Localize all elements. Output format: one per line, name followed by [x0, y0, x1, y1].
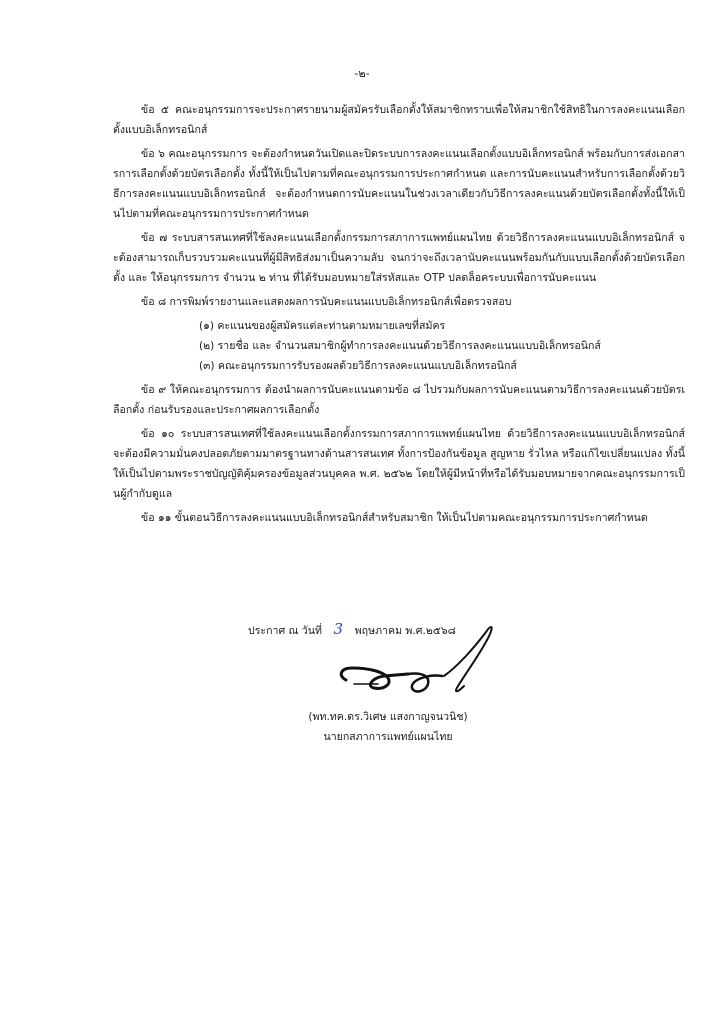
clause-6: ข้อ ๖ คณะอนุกรรมการ จะต้องกำหนดวันเปิดและปิดระบบการลงคะแนนเลือกตั้งแบบอิเล็กทรอนิกส์ พร้อมกับการส่งเอกสารการเลือกตั้งด้วยบัตรเลือกตั้ง ทั้งนี้ให้เป็นไปตามที่คณะอนุกรรมการประกาศกำหนด และการนับคะแนนสำหรับการเลือกตั้งด้วยวิธีการลงคะแนนแบบอิเล็กทรอนิกส์ จะต้องกำหนดการนับคะแนนในช่วงเวลาเดียวกับวิธีการลงคะแนนด้วยบัตรเลือกตั้งทั้งนี้ให้เป็นไปตามที่คณะอนุกรรมการประกาศกำหนด [113, 148, 685, 220]
announcement-suffix: พฤษภาคม พ.ศ.๒๕๖๘ [354, 625, 456, 637]
clause-11: ข้อ ๑๑ ขั้นตอนวิธีการลงคะแนนแบบอิเล็กทรอนิกส์สำหรับสมาชิก ให้เป็นไปตามคณะอนุกรรมการประกาศกำหนด [141, 512, 648, 524]
clause-8-item-1: (๑) คะแนนของผู้สมัครแต่ละท่านตามหมายเลขที่สมัคร [199, 320, 446, 332]
signer-block [258, 707, 518, 747]
clause-8-item-2: (๒) รายชื่อ และ จำนวนสมาชิกผู้ทำการลงคะแนนด้วยวิธีการลงคะแนนแบบอิเล็กทรอนิกส์ [199, 340, 601, 352]
announcement-prefix: ประกาศ ณ วันที่ [248, 625, 322, 637]
clause-8-items [113, 316, 685, 376]
clause-9: ข้อ ๙ ให้คณะอนุกรรมการ ต้องนำผลการนับคะแนนตามข้อ ๘ ไปรวมกับผลการนับคะแนนตามวิธีการลงคะแนนด้วยบัตรเลือกตั้ง ก่อนรับรองและประกาศผลการเลือกตั้ง [113, 384, 685, 416]
clause-7: ข้อ ๗ ระบบสารสนเทศที่ใช้ลงคะแนนเลือกตั้งกรรมการสภาการแพทย์แผนไทย ด้วยวิธีการลงคะแนนแบบอิเล็กทรอนิกส์ จะต้องสามารถเก็บรวบรวมคะแนนที่ผู้มีสิทธิส่งมาเป็นความลับ จนกว่าจะถึงเวลานับคะแนนพร้อมกันกับแบบเลือกตั้งด้วยบัตรเลือกตั้ง และ ให้อนุกรรมการ จำนวน ๒ ท่าน ที่ได้รับมอบหมายใส่รหัสและ OTP ปลดล็อคระบบเพื่อการนับคะแนน [113, 232, 685, 284]
signer-title: นายกสภาการแพทย์แผนไทย [323, 731, 453, 743]
handwritten-day: 3 [333, 620, 344, 638]
document-body [113, 100, 685, 532]
signer-name: (พท.ทค.ดร.วิเศษ แสงกาญจนวนิช) [308, 711, 468, 723]
clause-8-item-3: (๓) คณะอนุกรรมการรับรองผลด้วยวิธีการลงคะแนนแบบอิเล็กทรอนิกส์ [199, 360, 517, 372]
clause-10: ข้อ ๑๐ ระบบสารสนเทศที่ใช้ลงคะแนนเลือกตั้งกรรมการสภาการแพทย์แผนไทย ด้วยวิธีการลงคะแนนแบบอิเล็กทรอนิกส์ จะต้องมีความมั่นคงปลอดภัยตามมาตรฐานทางด้านสารสนเทศ ทั้งการป้องกันข้อมูล สูญหาย รั่วไหล หรือแก้ไขเปลี่ยนแปลง ทั้งนี้ให้เป็นไปตามพระราชบัญญัติคุ้มครองข้อมูลส่วนบุคคล พ.ศ. ๒๕๖๒ โดยให้ผู้มีหน้าที่หรือได้รับมอบหมายจากคณะอนุกรรมการเป็นผู้กำกับดูแล [113, 428, 685, 500]
handwritten-signature [318, 614, 508, 714]
page-number: -๒- [354, 67, 370, 80]
clause-8: ข้อ ๘ การพิมพ์รายงานและแสดงผลการนับคะแนนแบบอิเล็กทรอนิกส์เพื่อตรวจสอบ [141, 296, 512, 308]
clause-5: ข้อ ๕ คณะอนุกรรมการจะประกาศรายนามผู้สมัครรับเลือกตั้งให้สมาชิกทราบเพื่อให้สมาชิกใช้สิทธิในการลงคะแนนเลือกตั้งแบบอิเล็กทรอนิกส์ [113, 104, 685, 136]
